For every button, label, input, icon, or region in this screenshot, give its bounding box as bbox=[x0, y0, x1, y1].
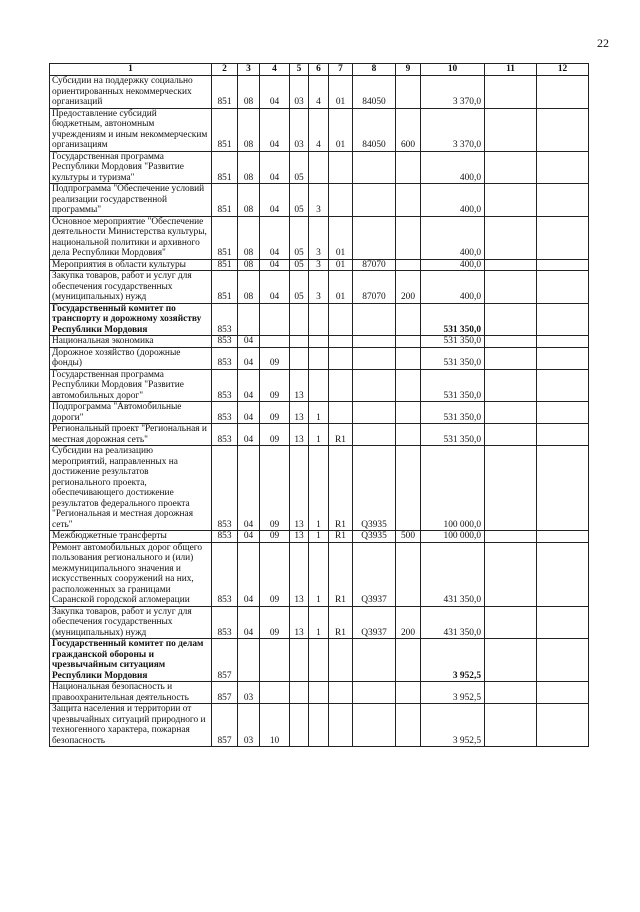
grbs-code: 857 bbox=[212, 682, 238, 704]
column-12 bbox=[537, 184, 589, 217]
column-12 bbox=[537, 108, 589, 151]
row-name: Закупка товаров, работ и услуг для обеспечения государственных (муниципальных) нужд bbox=[50, 271, 212, 304]
direction-code bbox=[353, 216, 396, 259]
column-12 bbox=[537, 303, 589, 336]
column-header: 5 bbox=[290, 64, 309, 76]
grbs-code: 853 bbox=[212, 542, 238, 606]
grbs-code: 857 bbox=[212, 704, 238, 747]
event-code: 01 bbox=[329, 216, 353, 259]
budget-table bbox=[49, 63, 589, 747]
row-name: Субсидии на поддержку социально ориентированных некоммерческих организаций bbox=[50, 76, 212, 109]
subsection-code bbox=[260, 639, 290, 682]
table-row bbox=[50, 76, 589, 109]
direction-code bbox=[353, 369, 396, 402]
table-row bbox=[50, 424, 589, 446]
event-code bbox=[329, 682, 353, 704]
column-11 bbox=[485, 639, 537, 682]
subsection-code: 09 bbox=[260, 446, 290, 531]
event-code: R1 bbox=[329, 446, 353, 531]
event-code bbox=[329, 184, 353, 217]
grbs-code: 851 bbox=[212, 271, 238, 304]
expense-type-code bbox=[396, 542, 421, 606]
program-code: 13 bbox=[290, 531, 309, 543]
subsection-code: 04 bbox=[260, 271, 290, 304]
amount: 531 350,0 bbox=[421, 402, 485, 424]
row-name: Подпрограмма "Обеспечение условий реализации государственной программы" bbox=[50, 184, 212, 217]
section-code: 04 bbox=[238, 446, 260, 531]
column-12 bbox=[537, 542, 589, 606]
subsection-code: 09 bbox=[260, 424, 290, 446]
column-11 bbox=[485, 216, 537, 259]
subsection-code: 09 bbox=[260, 347, 290, 369]
row-name: Государственная программа Республики Мордовия "Развитие автомобильных дорог" bbox=[50, 369, 212, 402]
program-code bbox=[290, 639, 309, 682]
amount: 400,0 bbox=[421, 216, 485, 259]
amount: 531 350,0 bbox=[421, 424, 485, 446]
row-name: Дорожное хозяйство (дорожные фонды) bbox=[50, 347, 212, 369]
program-code: 03 bbox=[290, 108, 309, 151]
subprogram-code: 1 bbox=[309, 446, 329, 531]
column-11 bbox=[485, 446, 537, 531]
subsection-code: 04 bbox=[260, 76, 290, 109]
expense-type-code: 500 bbox=[396, 531, 421, 543]
table-row bbox=[50, 682, 589, 704]
section-code: 04 bbox=[238, 347, 260, 369]
section-code: 04 bbox=[238, 369, 260, 402]
column-12 bbox=[537, 682, 589, 704]
expense-type-code bbox=[396, 347, 421, 369]
direction-code bbox=[353, 424, 396, 446]
row-name: Основное мероприятие "Обеспечение деятельности Министерства культуры, национальной политики и архивного дела Республики Мордовия" bbox=[50, 216, 212, 259]
direction-code bbox=[353, 639, 396, 682]
section-code: 03 bbox=[238, 682, 260, 704]
section-code: 08 bbox=[238, 216, 260, 259]
column-11 bbox=[485, 531, 537, 543]
section-code bbox=[238, 639, 260, 682]
row-name: Предоставление субсидий бюджетным, автономным учреждениям и иным некоммерческим организациям bbox=[50, 108, 212, 151]
expense-type-code bbox=[396, 639, 421, 682]
amount: 400,0 bbox=[421, 184, 485, 217]
direction-code: Q3935 bbox=[353, 531, 396, 543]
grbs-code: 851 bbox=[212, 259, 238, 271]
subprogram-code: 1 bbox=[309, 402, 329, 424]
section-code: 08 bbox=[238, 271, 260, 304]
column-header: 6 bbox=[309, 64, 329, 76]
event-code bbox=[329, 704, 353, 747]
subprogram-code: 3 bbox=[309, 259, 329, 271]
amount: 3 952,5 bbox=[421, 639, 485, 682]
event-code: 01 bbox=[329, 271, 353, 304]
subsection-code: 09 bbox=[260, 369, 290, 402]
table-row bbox=[50, 303, 589, 336]
program-code: 05 bbox=[290, 151, 309, 184]
table-row bbox=[50, 606, 589, 639]
section-code: 08 bbox=[238, 259, 260, 271]
section-code: 04 bbox=[238, 424, 260, 446]
amount: 3 370,0 bbox=[421, 108, 485, 151]
subsection-code bbox=[260, 303, 290, 336]
section-code: 08 bbox=[238, 76, 260, 109]
table-row bbox=[50, 704, 589, 747]
column-11 bbox=[485, 76, 537, 109]
expense-type-code: 600 bbox=[396, 108, 421, 151]
event-code bbox=[329, 151, 353, 184]
subsection-code: 09 bbox=[260, 606, 290, 639]
table-row bbox=[50, 184, 589, 217]
row-name: Региональный проект "Региональная и местная дорожная сеть" bbox=[50, 424, 212, 446]
direction-code: Q3935 bbox=[353, 446, 396, 531]
section-code: 08 bbox=[238, 108, 260, 151]
section-code: 04 bbox=[238, 402, 260, 424]
grbs-code: 851 bbox=[212, 216, 238, 259]
direction-code bbox=[353, 336, 396, 348]
section-code: 04 bbox=[238, 336, 260, 348]
amount: 531 350,0 bbox=[421, 336, 485, 348]
column-12 bbox=[537, 704, 589, 747]
row-name: Государственный комитет по транспорту и дорожному хозяйству Республики Мордовия bbox=[50, 303, 212, 336]
program-code: 05 bbox=[290, 184, 309, 217]
direction-code: 84050 bbox=[353, 76, 396, 109]
event-code: 01 bbox=[329, 76, 353, 109]
row-name: Государственный комитет по делам гражданской обороны и чрезвычайным ситуациям Республики Мордовия bbox=[50, 639, 212, 682]
subsection-code: 04 bbox=[260, 259, 290, 271]
program-code: 13 bbox=[290, 446, 309, 531]
column-12 bbox=[537, 369, 589, 402]
amount: 400,0 bbox=[421, 151, 485, 184]
amount: 400,0 bbox=[421, 271, 485, 304]
section-code: 04 bbox=[238, 606, 260, 639]
column-11 bbox=[485, 336, 537, 348]
grbs-code: 853 bbox=[212, 446, 238, 531]
program-code bbox=[290, 704, 309, 747]
subsection-code: 09 bbox=[260, 542, 290, 606]
column-11 bbox=[485, 271, 537, 304]
program-code: 13 bbox=[290, 369, 309, 402]
column-12 bbox=[537, 336, 589, 348]
grbs-code: 851 bbox=[212, 108, 238, 151]
subprogram-code: 4 bbox=[309, 76, 329, 109]
direction-code bbox=[353, 303, 396, 336]
section-code: 03 bbox=[238, 704, 260, 747]
program-code bbox=[290, 347, 309, 369]
column-11 bbox=[485, 402, 537, 424]
column-12 bbox=[537, 216, 589, 259]
expense-type-code bbox=[396, 446, 421, 531]
column-11 bbox=[485, 259, 537, 271]
subprogram-code: 4 bbox=[309, 108, 329, 151]
program-code: 13 bbox=[290, 542, 309, 606]
table-row bbox=[50, 446, 589, 531]
program-code bbox=[290, 682, 309, 704]
subprogram-code: 1 bbox=[309, 542, 329, 606]
amount: 531 350,0 bbox=[421, 347, 485, 369]
table-row bbox=[50, 216, 589, 259]
table-row bbox=[50, 271, 589, 304]
section-code: 04 bbox=[238, 542, 260, 606]
direction-code bbox=[353, 151, 396, 184]
column-11 bbox=[485, 108, 537, 151]
event-code: R1 bbox=[329, 606, 353, 639]
table-row bbox=[50, 347, 589, 369]
event-code: R1 bbox=[329, 531, 353, 543]
amount: 100 000,0 bbox=[421, 446, 485, 531]
row-name: Ремонт автомобильных дорог общего пользования регионального и (или) межмуниципального значения и искусственных сооружений на них, расположенных за границами Саранской городской агломерации bbox=[50, 542, 212, 606]
subsection-code: 10 bbox=[260, 704, 290, 747]
subprogram-code bbox=[309, 336, 329, 348]
column-11 bbox=[485, 424, 537, 446]
column-12 bbox=[537, 424, 589, 446]
expense-type-code bbox=[396, 336, 421, 348]
expense-type-code bbox=[396, 216, 421, 259]
table-row bbox=[50, 369, 589, 402]
expense-type-code: 200 bbox=[396, 271, 421, 304]
subprogram-code bbox=[309, 151, 329, 184]
column-header: 12 bbox=[537, 64, 589, 76]
program-code: 05 bbox=[290, 216, 309, 259]
subprogram-code bbox=[309, 303, 329, 336]
grbs-code: 853 bbox=[212, 606, 238, 639]
program-code: 05 bbox=[290, 259, 309, 271]
row-name: Субсидии на реализацию мероприятий, направленных на достижение результатов регионального проекта, обеспечивающего достижение результатов федерального проекта "Региональная и местная дорожная сеть" bbox=[50, 446, 212, 531]
subsection-code bbox=[260, 336, 290, 348]
column-header: 11 bbox=[485, 64, 537, 76]
column-11 bbox=[485, 542, 537, 606]
subprogram-code bbox=[309, 347, 329, 369]
column-12 bbox=[537, 402, 589, 424]
expense-type-code: 200 bbox=[396, 606, 421, 639]
direction-code bbox=[353, 682, 396, 704]
program-code: 05 bbox=[290, 271, 309, 304]
grbs-code: 853 bbox=[212, 347, 238, 369]
section-code bbox=[238, 303, 260, 336]
amount: 431 350,0 bbox=[421, 542, 485, 606]
column-11 bbox=[485, 606, 537, 639]
expense-type-code bbox=[396, 369, 421, 402]
subprogram-code: 1 bbox=[309, 531, 329, 543]
grbs-code: 851 bbox=[212, 184, 238, 217]
subsection-code bbox=[260, 682, 290, 704]
expense-type-code bbox=[396, 76, 421, 109]
column-header: 9 bbox=[396, 64, 421, 76]
page-number: 22 bbox=[597, 36, 609, 50]
direction-code: 84050 bbox=[353, 108, 396, 151]
column-11 bbox=[485, 151, 537, 184]
row-name: Национальная экономика bbox=[50, 336, 212, 348]
grbs-code: 853 bbox=[212, 531, 238, 543]
table-row bbox=[50, 336, 589, 348]
amount: 531 350,0 bbox=[421, 369, 485, 402]
table-row bbox=[50, 531, 589, 543]
row-name: Межбюджетные трансферты bbox=[50, 531, 212, 543]
amount: 100 000,0 bbox=[421, 531, 485, 543]
program-code: 03 bbox=[290, 76, 309, 109]
direction-code bbox=[353, 347, 396, 369]
column-11 bbox=[485, 369, 537, 402]
column-header: 8 bbox=[353, 64, 396, 76]
column-12 bbox=[537, 606, 589, 639]
section-code: 04 bbox=[238, 531, 260, 543]
column-header: 10 bbox=[421, 64, 485, 76]
column-12 bbox=[537, 151, 589, 184]
subprogram-code bbox=[309, 704, 329, 747]
event-code: R1 bbox=[329, 424, 353, 446]
event-code: 01 bbox=[329, 259, 353, 271]
section-code: 08 bbox=[238, 151, 260, 184]
subprogram-code: 1 bbox=[309, 424, 329, 446]
subprogram-code bbox=[309, 369, 329, 402]
expense-type-code bbox=[396, 704, 421, 747]
amount: 400,0 bbox=[421, 259, 485, 271]
column-11 bbox=[485, 682, 537, 704]
subsection-code: 09 bbox=[260, 402, 290, 424]
column-12 bbox=[537, 271, 589, 304]
program-code bbox=[290, 303, 309, 336]
column-11 bbox=[485, 347, 537, 369]
table-row bbox=[50, 108, 589, 151]
expense-type-code bbox=[396, 259, 421, 271]
header-row bbox=[50, 64, 589, 76]
direction-code bbox=[353, 402, 396, 424]
grbs-code: 853 bbox=[212, 369, 238, 402]
row-name: Защита населения и территории от чрезвычайных ситуаций природного и техногенного характера, пожарная безопасность bbox=[50, 704, 212, 747]
row-name: Мероприятия в области культуры bbox=[50, 259, 212, 271]
amount: 431 350,0 bbox=[421, 606, 485, 639]
subprogram-code: 1 bbox=[309, 606, 329, 639]
grbs-code: 851 bbox=[212, 151, 238, 184]
direction-code bbox=[353, 184, 396, 217]
column-header: 7 bbox=[329, 64, 353, 76]
column-header: 3 bbox=[238, 64, 260, 76]
expense-type-code bbox=[396, 151, 421, 184]
row-name: Подпрограмма "Автомобильные дороги" bbox=[50, 402, 212, 424]
table-row bbox=[50, 542, 589, 606]
column-11 bbox=[485, 184, 537, 217]
subprogram-code: 3 bbox=[309, 271, 329, 304]
expense-type-code bbox=[396, 424, 421, 446]
column-header: 4 bbox=[260, 64, 290, 76]
table-row bbox=[50, 639, 589, 682]
subprogram-code bbox=[309, 639, 329, 682]
section-code: 08 bbox=[238, 184, 260, 217]
column-11 bbox=[485, 704, 537, 747]
column-12 bbox=[537, 259, 589, 271]
subsection-code: 04 bbox=[260, 151, 290, 184]
program-code: 13 bbox=[290, 402, 309, 424]
subprogram-code: 3 bbox=[309, 184, 329, 217]
event-code bbox=[329, 303, 353, 336]
subsection-code: 04 bbox=[260, 108, 290, 151]
row-name: Закупка товаров, работ и услуг для обеспечения государственных (муниципальных) нужд bbox=[50, 606, 212, 639]
program-code bbox=[290, 336, 309, 348]
table-body bbox=[50, 76, 589, 747]
grbs-code: 853 bbox=[212, 336, 238, 348]
subsection-code: 04 bbox=[260, 216, 290, 259]
subsection-code: 09 bbox=[260, 531, 290, 543]
direction-code: Q3937 bbox=[353, 606, 396, 639]
subprogram-code: 3 bbox=[309, 216, 329, 259]
expense-type-code bbox=[396, 402, 421, 424]
amount: 3 952,5 bbox=[421, 682, 485, 704]
program-code: 13 bbox=[290, 606, 309, 639]
subprogram-code bbox=[309, 682, 329, 704]
event-code bbox=[329, 402, 353, 424]
direction-code bbox=[353, 704, 396, 747]
column-11 bbox=[485, 303, 537, 336]
direction-code: Q3937 bbox=[353, 542, 396, 606]
table-row bbox=[50, 259, 589, 271]
grbs-code: 853 bbox=[212, 424, 238, 446]
event-code: 01 bbox=[329, 108, 353, 151]
direction-code: 87070 bbox=[353, 259, 396, 271]
grbs-code: 851 bbox=[212, 76, 238, 109]
subsection-code: 04 bbox=[260, 184, 290, 217]
program-code: 13 bbox=[290, 424, 309, 446]
row-name: Государственная программа Республики Мордовия "Развитие культуры и туризма" bbox=[50, 151, 212, 184]
column-header: 2 bbox=[212, 64, 238, 76]
event-code bbox=[329, 639, 353, 682]
grbs-code: 853 bbox=[212, 303, 238, 336]
column-12 bbox=[537, 639, 589, 682]
event-code: R1 bbox=[329, 542, 353, 606]
amount: 531 350,0 bbox=[421, 303, 485, 336]
event-code bbox=[329, 369, 353, 402]
column-12 bbox=[537, 531, 589, 543]
expense-type-code bbox=[396, 303, 421, 336]
expense-type-code bbox=[396, 184, 421, 217]
column-12 bbox=[537, 347, 589, 369]
amount: 3 370,0 bbox=[421, 76, 485, 109]
expense-type-code bbox=[396, 682, 421, 704]
table-row bbox=[50, 402, 589, 424]
row-name: Национальная безопасность и правоохранительная деятельность bbox=[50, 682, 212, 704]
column-12 bbox=[537, 446, 589, 531]
event-code bbox=[329, 347, 353, 369]
column-12 bbox=[537, 76, 589, 109]
grbs-code: 857 bbox=[212, 639, 238, 682]
direction-code: 87070 bbox=[353, 271, 396, 304]
event-code bbox=[329, 336, 353, 348]
table-row bbox=[50, 151, 589, 184]
grbs-code: 853 bbox=[212, 402, 238, 424]
column-header: 1 bbox=[50, 64, 212, 76]
amount: 3 952,5 bbox=[421, 704, 485, 747]
